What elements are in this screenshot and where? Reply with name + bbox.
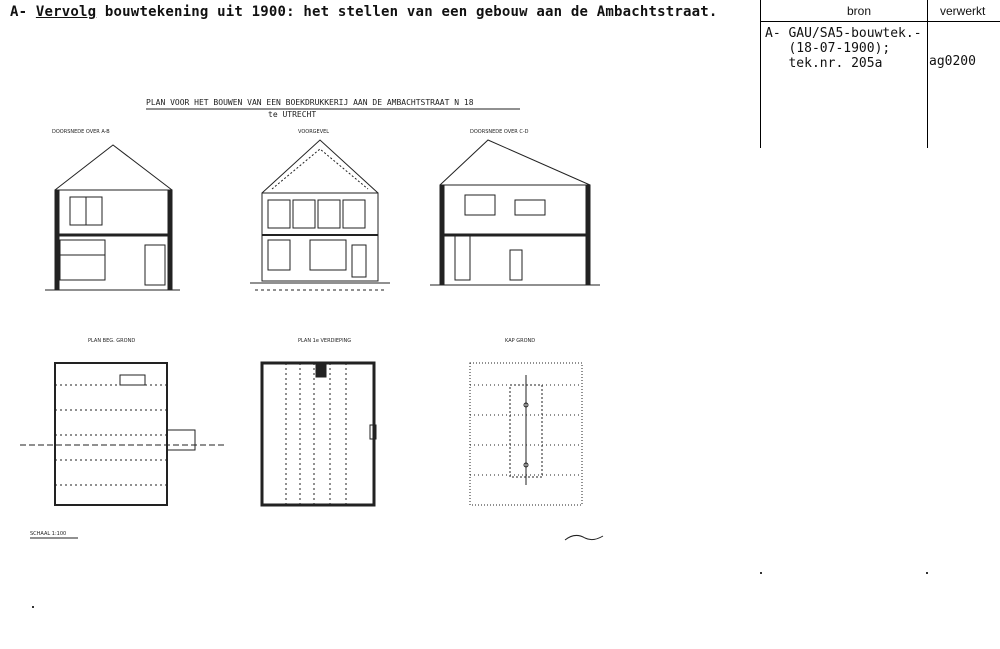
architectural-drawing (0, 85, 640, 565)
label-first-floor: PLAN 1e VERDIEPING (298, 338, 352, 344)
source-entry-line-3: tek.nr. 205a (765, 56, 883, 71)
label-section-ab: DOORSNEDE OVER A-B (52, 129, 110, 135)
label-roof-plan: KAP GROND (505, 338, 536, 344)
first-floor-plan (262, 363, 376, 505)
verwerkt-value: ag0200 (929, 54, 976, 69)
source-table (757, 0, 1000, 148)
table-column-divider (927, 0, 928, 148)
table-left-border (760, 0, 761, 148)
heading-prefix: A- (10, 4, 36, 20)
drawing-subtitle: te UTRECHT (268, 110, 317, 119)
table-header-divider (760, 21, 1000, 22)
ground-plan (20, 363, 225, 505)
section-ab (45, 145, 180, 290)
scan-speck (926, 572, 928, 574)
label-front-facade: VOORGEVEL (298, 129, 330, 135)
source-entry (765, 26, 922, 71)
source-entry-line-2: (18-07-1900); (765, 41, 891, 56)
heading-underlined-word: Vervolg (35, 4, 97, 20)
signature-mark (565, 535, 603, 540)
scan-speck (32, 606, 34, 608)
source-entry-line-1: A- GAU/SA5-bouwtek.- (765, 26, 922, 41)
column-header-bron: bron (847, 4, 872, 18)
label-ground-plan: PLAN BEG. GROND (88, 338, 136, 344)
section-cd (430, 140, 600, 285)
scan-speck (760, 572, 762, 574)
drawing-title: PLAN VOOR HET BOUWEN VAN EEN BOEKDRUKKERIJ AAN DE AMBACHTSTRAAT N 18 (146, 98, 474, 107)
column-header-verwerkt: verwerkt (940, 4, 986, 18)
heading-rest: bouwtekening uit 1900: het stellen van een gebouw aan de Ambachtstraat. (96, 4, 718, 20)
label-scale: SCHAAL 1:100 (30, 531, 67, 537)
label-section-cd: DOORSNEDE OVER C-D (470, 129, 529, 135)
roof-plan (470, 363, 582, 505)
front-facade (250, 140, 390, 290)
page-heading (10, 4, 718, 20)
